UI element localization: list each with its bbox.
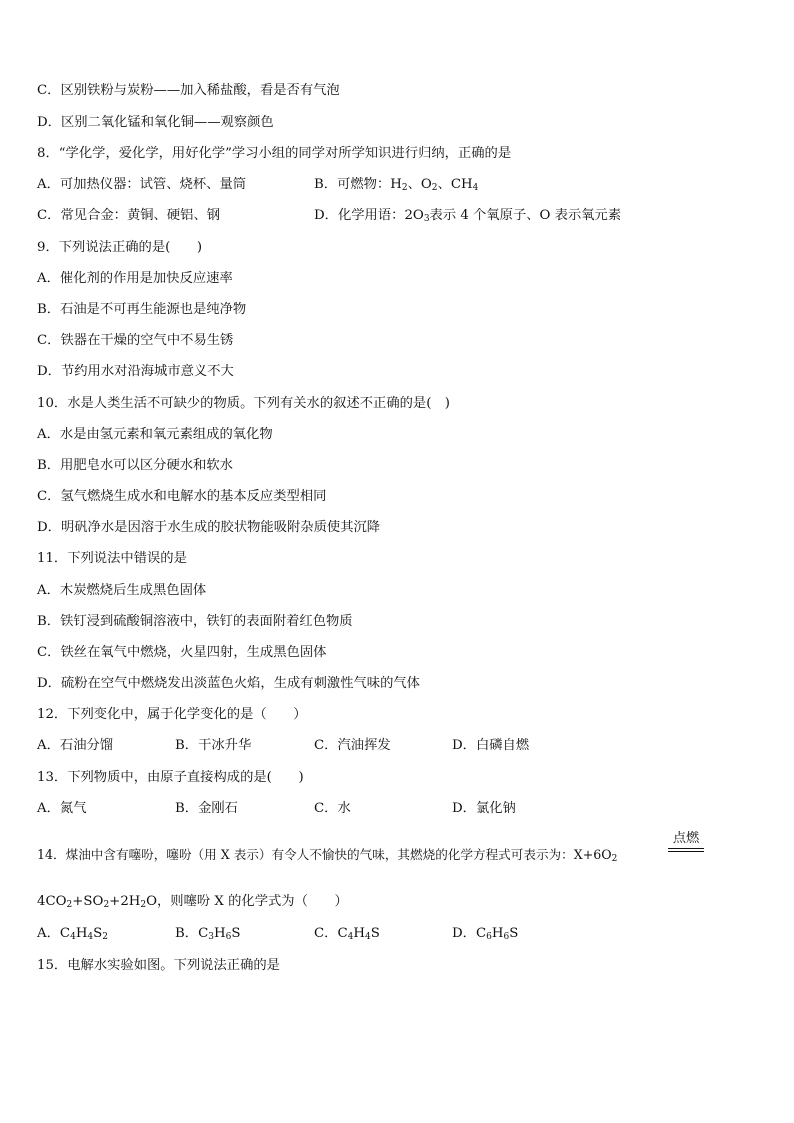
q8-option-b: B．可燃物：$H_2$、$O_2$、$CH_4$: [314, 177, 479, 193]
q8-option-d: D．化学用语：$2O_3$表示 4 个氧原子、O 表示氧元素: [314, 208, 622, 224]
q10-option-c: C．氢气燃烧生成水和电解水的基本反应类型相同: [37, 489, 327, 504]
q9-option-b: B．石油是不可再生能源也是纯净物: [37, 302, 247, 317]
q12-option-a: A．石油分馏: [37, 738, 114, 753]
q11-option-c: C．铁丝在氧气中燃烧，火星四射，生成黑色固体: [37, 645, 327, 660]
q14-option-c: C．$C_4H_4S$: [314, 926, 380, 942]
q11-option-d: D．硫粉在空气中燃烧发出淡蓝色火焰，生成有刺激性气味的气体: [37, 676, 420, 691]
q10-option-b: B．用肥皂水可以区分硬水和软水: [37, 458, 233, 473]
q12-stem: 12．下列变化中，属于化学变化的是（ ）: [37, 707, 307, 722]
q8-stem: 8．“学化学，爱化学，用好化学”学习小组的同学对所学知识进行归纳，正确的是: [37, 146, 512, 161]
q13-option-b: B．金刚石: [175, 801, 238, 816]
q14-option-b: B．$C_3H_6S$: [175, 926, 241, 942]
q8-option-c: C．常见合金：黄铜、硬铝、钢: [37, 208, 221, 223]
q12-option-d: D．白磷自燃: [452, 738, 530, 753]
q13-option-c: C．水: [314, 801, 351, 816]
q14-option-a: A．$C_4H_4S_2$: [37, 926, 108, 942]
q9-option-d: D．节约用水对沿海城市意义不大: [37, 364, 234, 379]
q15-stem: 15．电解水实验如图。下列说法正确的是: [37, 958, 280, 973]
q13-option-a: A．氮气: [37, 801, 87, 816]
q9-stem: 9．下列说法正确的是( ): [37, 240, 203, 255]
q7-option-d: D．区别二氧化锰和氧化铜——观察颜色: [37, 115, 274, 130]
q13-stem: 13．下列物质中，由原子直接构成的是( ): [37, 770, 304, 785]
reaction-arrow-line-1: [668, 848, 704, 849]
q10-option-d: D．明矾净水是因溶于水生成的胶状物能吸附杂质使其沉降: [37, 520, 381, 535]
q11-option-a: A．木炭燃烧后生成黑色固体: [37, 583, 207, 598]
q7-option-c: C．区别铁粉与炭粉——加入稀盐酸，看是否有气泡: [37, 83, 340, 98]
q9-option-a: A．催化剂的作用是加快反应速率: [37, 271, 233, 286]
q9-option-c: C．铁器在干燥的空气中不易生锈: [37, 333, 234, 348]
q14-option-d: D．$C_6H_6S$: [452, 926, 519, 942]
q12-option-b: B．干冰升华: [175, 738, 252, 753]
q14-equation-line2: $4CO_2+SO_2+2H_2O$，则噻吩 X 的化学式为（ ）: [37, 894, 348, 910]
q11-stem: 11．下列说法中错误的是: [37, 551, 187, 566]
q11-option-b: B．铁钉浸到硫酸铜溶液中，铁钉的表面附着红色物质: [37, 614, 353, 629]
q13-option-d: D．氯化钠: [452, 801, 516, 816]
q10-option-a: A．水是由氢元素和氧元素组成的氧化物: [37, 427, 273, 442]
reaction-condition: 点燃: [672, 831, 700, 846]
q10-stem: 10．水是人类生活不可缺少的物质。下列有关水的叙述不正确的是( ): [37, 396, 450, 411]
reaction-arrow-line-2: [668, 851, 704, 852]
q8-option-a: A．可加热仪器：试管、烧杯、量筒: [37, 177, 247, 192]
q12-option-c: C．汽油挥发: [314, 738, 391, 753]
q14-stem: 14．煤油中含有噻吩，噻吩（用 X 表示）有令人不愉快的气味，其燃烧的化学方程式可表示为：$X+6O_2$: [37, 847, 618, 864]
